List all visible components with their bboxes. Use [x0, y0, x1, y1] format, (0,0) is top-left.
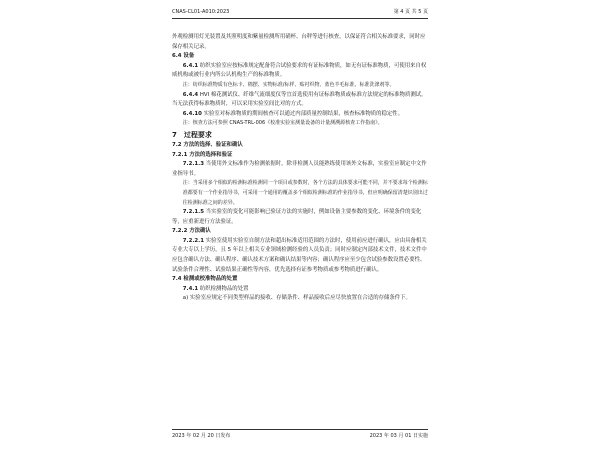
clause-7-2-1-5 — [172, 208, 428, 227]
clause-number: 7.4.1 — [182, 285, 199, 292]
clause-6-4-1 — [172, 62, 428, 81]
paragraph: 外观检测用灯光装置及其照明度和紫量检测所用硝杯、台秤等进行核查，以保证符合相关标准要求，同时应保存相关记录。 — [172, 34, 426, 50]
section-heading-7-4: 7.4 检测或校准物品的处置 — [172, 276, 238, 283]
note-7-2-1-3: 注：当采用多个相似的检测标准检测同一个项目或参数时，各个方法的具体要求可能不同，并不要求每个检测标准都要有一个作业指导书，可采用一个通用的覆盖多个相似检测标准的作业指导书，但应明确保留清楚识别出过往检测标准之间的差异。 — [182, 180, 428, 206]
section-heading-7-2: 7.2 方法的选择、验证和确认 — [172, 141, 243, 148]
list-item-a: a) 实验室应规定不同类型样品的接收、存储条件、样品接收后应尽快放置在合适的存储条件下。 — [182, 295, 411, 302]
section-heading-7-2-1: 7.2.1 方法的选择和验证 — [172, 151, 233, 158]
clause-6-4-4 — [172, 91, 428, 110]
section-heading-6-4: 6.4 设备 — [172, 53, 195, 60]
implementation-date: 2023 年 03 月 01 日实施 — [369, 433, 428, 439]
clause-number: 7.2.1.5 — [182, 209, 204, 216]
page-number: 第 4 页 共 5 页 — [393, 9, 428, 15]
clause-number: 6.4.1 — [182, 62, 199, 69]
section-heading-7-2-2: 7.2.2 方法确认 — [172, 228, 211, 235]
clause-number: 7.2.2.1 — [182, 237, 204, 244]
clause-text: 当实验室的变化可能影响已验证方法的实施时，例如设备主要参数的变化、环境条件的变化等，应重新进行方法验证。 — [172, 209, 422, 225]
clause-text: 实验室使用实验室自制方法和超出标准适用范围的方法时，使用前应进行确认，应由具备相关专业大专以上学历，且 5 年以上相关专业领域检测经验的人员负责；同时应制定内部技术文件，技术文件中应包含确认方法、确认程序、确认技术方案和确认结果等内容；确认程序应至少包含试验参数设置必要性、试验条件合理性、试验结果正确性等内容，优先选择有证参考物质或参考物质进行确认。 — [172, 237, 427, 273]
issue-date: 2023 年 02 月 20 日发布 — [172, 433, 231, 439]
clause-text: HVI 棉花测试仪、纤维气流细度仪等宜首选使用有证标准物质或标准方法规定的标准物质测试。当无法获得标准物质时，可以采用实验室间比对的方式。 — [172, 91, 427, 108]
document-body — [172, 33, 428, 423]
clause-6-4-10 — [172, 110, 428, 120]
document-page — [172, 0, 428, 450]
doc-code: CNAS-CL01-A010:2023 — [172, 9, 230, 15]
clause-text: 纺织检测物品的处置 — [199, 285, 249, 292]
clause-text: 纺织实验室应按标准规定配备符合试验要求的有证标准物质，如无有证标准物质，可使用来自权威机构或被行业内所公认机构生产的标准物质。 — [172, 62, 427, 79]
clause-7-2-2-1 — [172, 237, 428, 275]
clause-number: 7.2.1.3 — [182, 161, 204, 168]
clause-number: 6.4.10 — [182, 110, 202, 117]
note-6-4-1: 注：纺织标准物质有色标卡、棉摆、实物标准/标样、贴衬织物、蓝色羊毛标准、标准洗涤剂等。 — [182, 81, 395, 88]
clause-7-2-1-3 — [172, 160, 428, 179]
chapter-heading-7: 7 过程要求 — [172, 130, 212, 139]
page-footer — [172, 429, 428, 442]
note-6-4-10: 注：核查方法可参照 CNAS-TRL-006《校准实验室测量设备的计量测溯源核查工作指南》。 — [182, 120, 383, 127]
clause-7-4-1 — [172, 285, 428, 295]
clause-text: 实验室对标准物质的期间核查可以通过内部质量控制结果，核查标准物质的稳定性。 — [203, 110, 404, 117]
clause-number: 6.4.4 — [182, 91, 199, 98]
clause-text: 当使用外文标准作为检测依据时，除非检测人员能熟练使用该外文标准，实验室应制定中文作业指导书。 — [172, 161, 427, 177]
page-header — [172, 6, 428, 19]
